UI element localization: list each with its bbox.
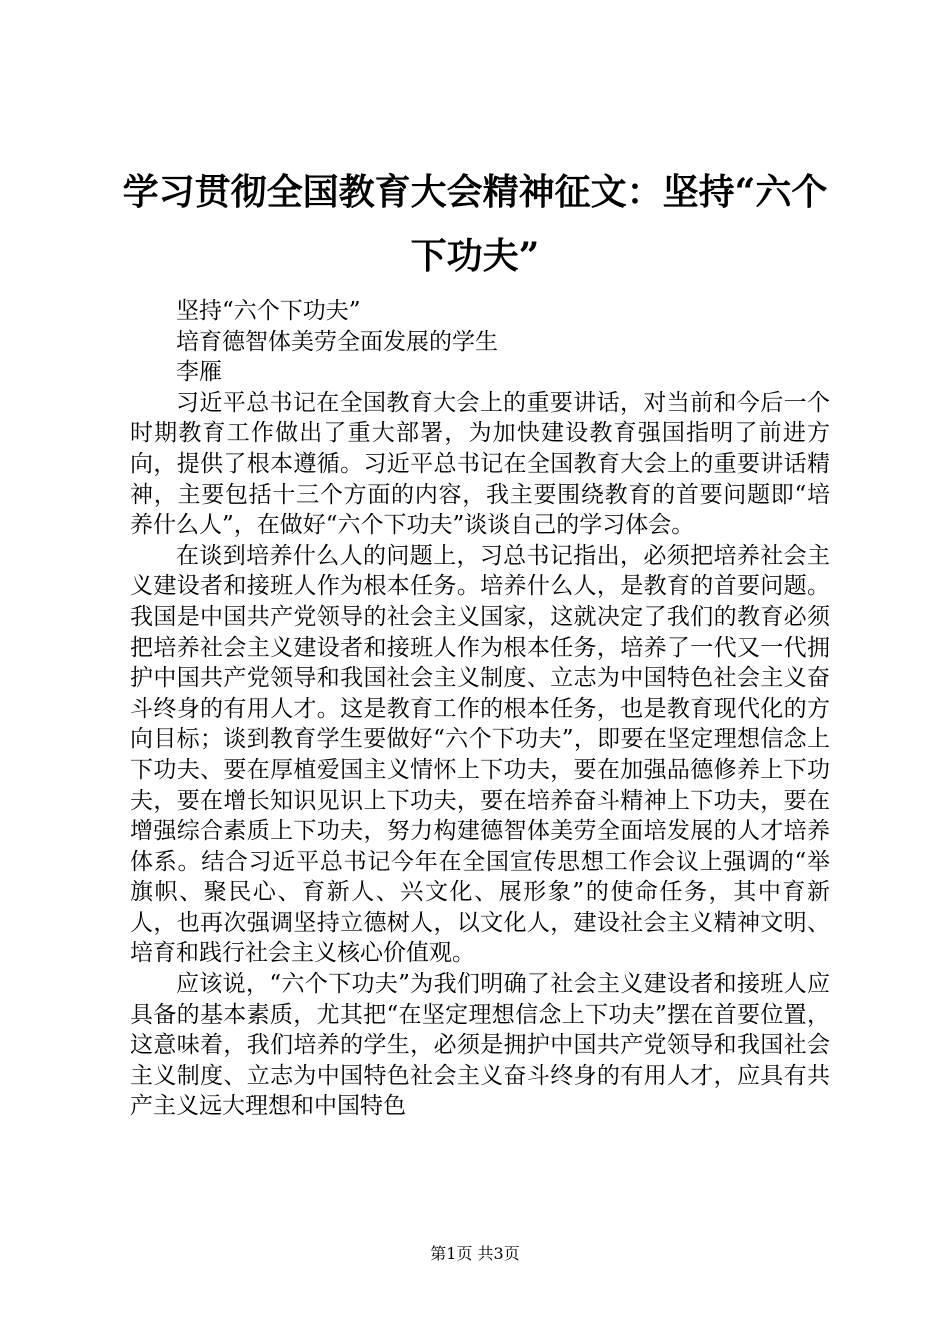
document-title bbox=[110, 160, 840, 288]
author-name: 李雁 bbox=[176, 359, 222, 386]
subtitle-2: 培育德智体美劳全面发展的学生 bbox=[176, 328, 498, 355]
paragraph-1: 习近平总书记在全国教育大会上的重要讲话，对当前和今后一个时期教育工作做出了重大部署，为加快建设教育强国指明了前进方向，提供了根本遵循。习近平总书记在全国教育大会上的重要讲话精神，主要包括十三个方面的内容，我主要围绕教育的首要问题即“培养什么人”，在做好“六个下功夫”谈谈自己的学习体会。 bbox=[130, 389, 830, 539]
title-line-2: 下功夫” bbox=[410, 235, 540, 277]
paragraph-3: 应该说，“六个下功夫”为我们明确了社会主义建设者和接班人应具备的基本素质，尤其把“在坚定理想信念上下功夫”摆在首要位置，这意味着，我们培养的学生，必须是拥护中国共产党领导和我国社会主义制度、立志为中国特色社会主义奋斗终身的有用人才，应具有共产主义远大理想和中国特色 bbox=[130, 971, 830, 1120]
subtitle-1: 坚持“六个下功夫” bbox=[176, 298, 361, 324]
paragraph-2: 在谈到培养什么人的问题上，习总书记指出，必须把培养社会主义建设者和接班人作为根本任务。培养什么人，是教育的首要问题。我国是中国共产党领导的社会主义国家，这就决定了我们的教育必须把培养社会主义建设者和接班人作为根本任务，培养了一代又一代拥护中国共产党领导和我国社会主义制度、立志为中国特色社会主义奋斗终身的有用人才。这是教育工作的根本任务，也是教育现代化的方向目标；谈到教育学生要做好“六个下功夫”，即要在坚定理想信念上下功夫、要在厚植爱国主义情怀上下功夫，要在加强品德修养上下功夫，要在增长知识见识上下功夫，要在培养奋斗精神上下功夫，要在增强综合素质上下功夫，努力构建德智体美劳全面培发展的人才培养体系。结合习近平总书记今年在全国宣传思想工作会议上强调的“举旗帜、聚民心、育新人、兴文化、展形象”的使命任务，其中育新人，也再次强调坚持立德树人，以文化人，建设社会主义精神文明、培育和践行社会主义核心价值观。 bbox=[130, 542, 830, 967]
title-line-1: 学习贯彻全国教育大会精神征文：坚持“六个 bbox=[122, 171, 828, 213]
document-body bbox=[130, 296, 830, 1122]
page-footer: 第1页 共3页 bbox=[430, 1244, 520, 1263]
